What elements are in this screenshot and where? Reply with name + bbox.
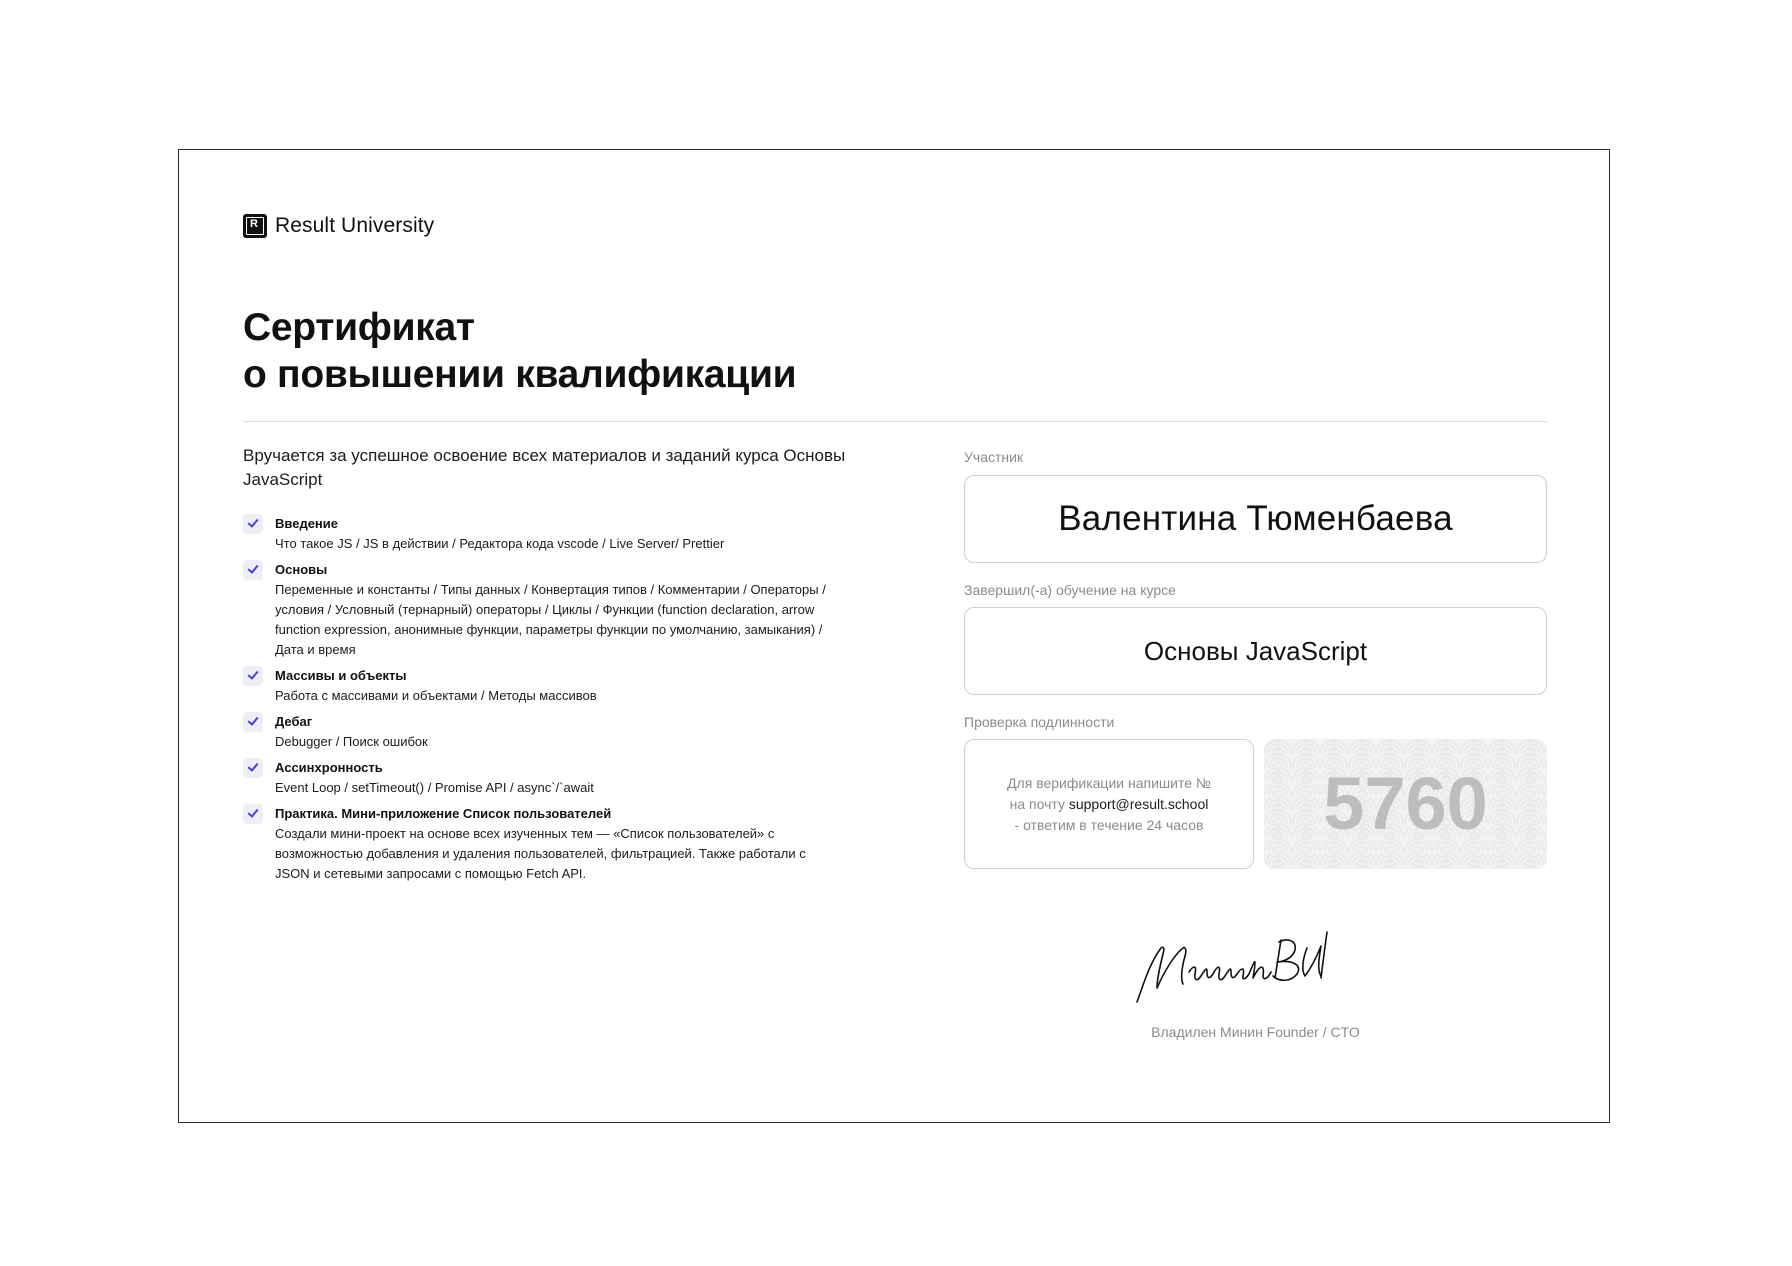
module-description: Работа с массивами и объектами / Методы массивов <box>275 688 597 703</box>
verification-code-box <box>1264 739 1547 869</box>
checkmark-icon <box>243 804 263 824</box>
course-box <box>964 607 1547 695</box>
checkmark-icon <box>243 514 263 534</box>
module-title: Массивы и объекты <box>275 668 407 683</box>
verification-code: 5760 <box>1323 762 1488 845</box>
result-logo-icon <box>243 214 267 238</box>
title-divider <box>243 421 1547 422</box>
verification-box <box>964 739 1254 869</box>
certificate-title <box>243 304 796 398</box>
certificate-intro: Вручается за успешное освоение всех материалов и заданий курса Основы JavaScript <box>243 446 846 489</box>
participant-label: Участник <box>964 449 1024 465</box>
module-title: Ассинхронность <box>275 760 383 775</box>
module-description: Debugger / Поиск ошибок <box>275 734 428 749</box>
support-email: support@result.school <box>1068 795 1209 812</box>
handwritten-signature <box>1131 926 1371 1006</box>
certificate-frame <box>178 149 1610 1123</box>
course-name: Основы JavaScript <box>1143 635 1368 666</box>
module-item <box>243 514 843 554</box>
verification-line-1: Для верификации напишите № <box>1007 774 1211 791</box>
module-item <box>243 804 843 884</box>
module-title: Введение <box>275 516 338 531</box>
checkmark-icon <box>243 560 263 580</box>
module-item <box>243 666 843 706</box>
brand-name: Result University <box>275 214 435 237</box>
module-description: Создали мини-проект на основе всех изученных тем — «Список пользователей» с возможностью добавления и удаления пользователей, фильтрацией. Также работали с JSON и сетевыми запросами с помощью Fetch API. <box>275 826 806 881</box>
checkmark-icon <box>243 666 263 686</box>
signer-caption: Владилен Минин Founder / CTO <box>1151 1024 1360 1040</box>
verification-text <box>1007 773 1211 836</box>
title-line-2: о повышении квалификации <box>243 353 797 396</box>
title-line-1: Сертификат <box>243 306 475 349</box>
module-item <box>243 712 843 752</box>
module-item <box>243 758 843 798</box>
module-title: Основы <box>275 562 328 577</box>
module-title: Дебаг <box>275 714 313 729</box>
checkmark-icon <box>243 758 263 778</box>
verification-line-2 <box>1007 794 1211 815</box>
module-list <box>243 514 843 890</box>
participant-name: Валентина Тюменбаева <box>1058 499 1453 538</box>
module-item <box>243 560 843 660</box>
brand <box>243 214 434 238</box>
verification-prefix: на почту <box>1009 795 1069 812</box>
participant-box <box>964 475 1547 563</box>
verification-line-3: - ответим в течение 24 часов <box>1014 816 1204 833</box>
module-title: Практика. Мини-приложение Список пользователей <box>275 806 612 821</box>
checkmark-icon <box>243 712 263 732</box>
verification-label: Проверка подлинности <box>964 714 1115 730</box>
logo-letter: R <box>250 218 258 230</box>
module-description: Event Loop / setTimeout() / Promise API / async`/`await <box>275 780 594 795</box>
course-label: Завершил(-а) обучение на курсе <box>964 582 1176 598</box>
module-description: Что такое JS / JS в действии / Редактора кода vscode / Live Server/ Prettier <box>275 536 725 551</box>
module-description: Переменные и константы / Типы данных / Конвертация типов / Комментарии / Операторы / условия / Условный (тернарный) операторы / Циклы / Функции (function declaration, arrow function expression, анонимные функции, параметры функции по умолчанию, замыкания) / Дата и время <box>275 582 826 657</box>
